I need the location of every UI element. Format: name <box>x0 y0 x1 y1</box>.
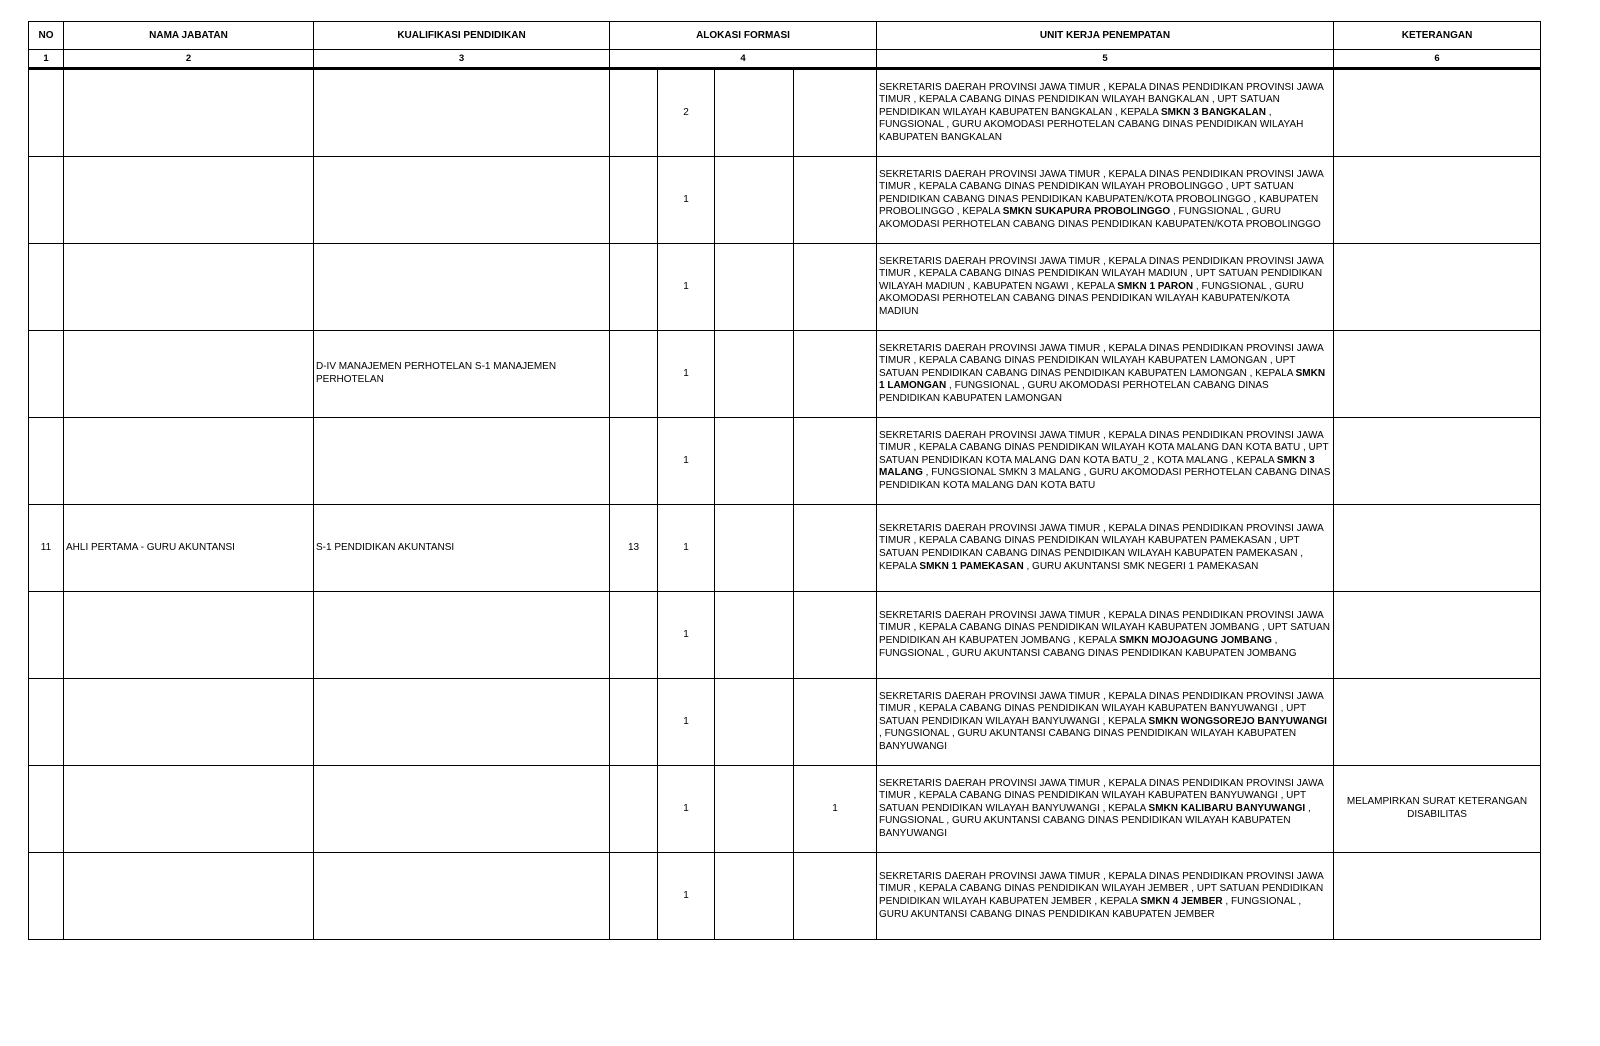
cell-no <box>29 69 64 157</box>
table-row <box>29 766 1541 853</box>
unit-text: , FUNGSIONAL , GURU AKOMODASI PERHOTELAN CABANG DINAS PENDIDIKAN KABUPATEN/KOTA PROBOLINGGO <box>879 206 1321 230</box>
cell-alokasi-2 <box>715 157 794 244</box>
cell-kualifikasi <box>314 69 610 157</box>
cell-alokasi-total <box>610 418 658 505</box>
unit-school-name: SMKN 1 PARON <box>1117 280 1194 292</box>
unit-school-name: SMKN 4 JEMBER <box>1140 896 1223 907</box>
cell-keterangan <box>1334 853 1541 940</box>
header-alokasi: ALOKASI FORMASI <box>610 22 877 50</box>
unit-school-name: SMKN MOJOAGUNG JOMBANG <box>1119 635 1272 646</box>
cell-nama-jabatan <box>64 766 314 853</box>
table-body <box>29 69 1541 940</box>
cell-no <box>29 853 64 940</box>
unit-text: SEKRETARIS DAERAH PROVINSI JAWA TIMUR , KEPALA DINAS PENDIDIKAN PROVINSI JAWA TIMUR , KEPALA CABANG DINAS PENDIDIKAN WILAYAH KABUPATEN BANYUWANGI , UPT SATUAN PENDIDIKAN WILAYAH BANYUWANGI , KEPALA <box>879 777 1324 814</box>
cell-alokasi-3: 1 <box>794 766 877 853</box>
table-row <box>29 331 1541 418</box>
cell-keterangan: MELAMPIRKAN SURAT KETERANGAN DISABILITAS <box>1334 766 1541 853</box>
column-number: 3 <box>314 50 610 69</box>
table-row <box>29 244 1541 331</box>
cell-keterangan <box>1334 331 1541 418</box>
cell-alokasi-total <box>610 244 658 331</box>
cell-unit-kerja <box>877 244 1334 331</box>
table-row <box>29 679 1541 766</box>
cell-kualifikasi <box>314 418 610 505</box>
unit-text: , FUNGSIONAL , GURU AKOMODASI PERHOTELAN CABANG DINAS PENDIDIKAN KABUPATEN LAMONGAN <box>879 380 1269 404</box>
unit-text: , FUNGSIONAL , GURU AKUNTANSI CABANG DINAS PENDIDIKAN KABUPATEN JEMBER <box>879 896 1302 920</box>
cell-unit-kerja <box>877 505 1334 592</box>
cell-unit-kerja <box>877 592 1334 679</box>
cell-alokasi-1: 1 <box>658 418 715 505</box>
unit-text: SEKRETARIS DAERAH PROVINSI JAWA TIMUR , KEPALA DINAS PENDIDIKAN PROVINSI JAWA TIMUR , KEPALA CABANG DINAS PENDIDIKAN WILAYAH KABUPATEN JOMBANG , UPT SATUAN PENDIDIKAN AH KABUPATEN JOMBANG , KEPALA <box>879 609 1331 646</box>
unit-text: , GURU AKUNTANSI SMK NEGERI 1 PAMEKASAN <box>1023 560 1259 572</box>
cell-kualifikasi <box>314 766 610 853</box>
column-number: 2 <box>64 50 314 69</box>
unit-text: SEKRETARIS DAERAH PROVINSI JAWA TIMUR , KEPALA DINAS PENDIDIKAN PROVINSI JAWA TIMUR , KEPALA CABANG DINAS PENDIDIKAN WILAYAH JEMBER , UPT SATUAN PENDIDIKAN PENDIDIKAN WILAYAH KABUPATEN JEMBER , KEPALA <box>879 870 1324 907</box>
cell-nama-jabatan <box>64 157 314 244</box>
cell-keterangan <box>1334 418 1541 505</box>
table-row <box>29 592 1541 679</box>
table-row <box>29 418 1541 505</box>
cell-no <box>29 592 64 679</box>
cell-alokasi-3 <box>794 679 877 766</box>
cell-unit-kerja <box>877 69 1334 157</box>
header-nama-jabatan: NAMA JABATAN <box>64 22 314 50</box>
cell-alokasi-3 <box>794 69 877 157</box>
cell-alokasi-1: 1 <box>658 766 715 853</box>
cell-alokasi-2 <box>715 679 794 766</box>
cell-keterangan <box>1334 244 1541 331</box>
cell-nama-jabatan <box>64 244 314 331</box>
unit-text: SEKRETARIS DAERAH PROVINSI JAWA TIMUR , KEPALA DINAS PENDIDIKAN PROVINSI JAWA TIMUR , KEPALA CABANG DINAS PENDIDIKAN WILAYAH PROBOLINGGO , UPT SATUAN PENDIDIKAN CABANG DINAS PENDIDIKAN KABUPATEN/KOTA PROBOLINGGO , KABUPATEN PROBOLINGGO , KEPALA <box>879 168 1324 218</box>
cell-alokasi-total <box>610 679 658 766</box>
cell-alokasi-2 <box>715 766 794 853</box>
unit-text: SEKRETARIS DAERAH PROVINSI JAWA TIMUR , KEPALA DINAS PENDIDIKAN PROVINSI JAWA TIMUR , KEPALA CABANG DINAS PENDIDIKAN WILAYAH KABUPATEN PAMEKASAN , UPT SATUAN PENDIDIKAN CABANG DINAS PENDIDIKAN WILAYAH KABUPATEN PAMEKASAN , KEPALA <box>879 522 1324 572</box>
header-kualifikasi: KUALIFIKASI PENDIDIKAN <box>314 22 610 50</box>
cell-nama-jabatan <box>64 679 314 766</box>
unit-school-name: SMKN 3 BANGKALAN <box>1160 106 1266 118</box>
cell-kualifikasi: S-1 PENDIDIKAN AKUNTANSI <box>314 505 610 592</box>
cell-alokasi-total <box>610 157 658 244</box>
cell-kualifikasi <box>314 157 610 244</box>
cell-alokasi-1: 1 <box>658 592 715 679</box>
cell-alokasi-1: 1 <box>658 853 715 940</box>
unit-school-name: SMKN 1 LAMONGAN <box>879 367 1326 392</box>
cell-nama-jabatan <box>64 592 314 679</box>
cell-no <box>29 244 64 331</box>
cell-alokasi-3 <box>794 592 877 679</box>
cell-kualifikasi <box>314 244 610 331</box>
column-number-row <box>29 50 1541 69</box>
cell-nama-jabatan <box>64 418 314 505</box>
unit-text: , FUNGSIONAL , GURU AKUNTANSI CABANG DINAS PENDIDIKAN KABUPATEN JOMBANG <box>879 635 1297 659</box>
unit-text: SEKRETARIS DAERAH PROVINSI JAWA TIMUR , KEPALA DINAS PENDIDIKAN PROVINSI JAWA TIMUR , KEPALA CABANG DINAS PENDIDIKAN WILAYAH KOTA MALANG DAN KOTA BATU , UPT SATUAN PENDIDIKAN KOTA MALANG DAN KOTA BATU_2 , KOTA MALANG , KEPALA <box>879 429 1329 466</box>
header-keterangan: KETERANGAN <box>1334 22 1541 50</box>
cell-alokasi-3 <box>794 331 877 418</box>
cell-alokasi-3 <box>794 418 877 505</box>
cell-alokasi-2 <box>715 69 794 157</box>
unit-school-name: SMKN 3 MALANG <box>879 454 1315 479</box>
table-row <box>29 69 1541 157</box>
cell-keterangan <box>1334 69 1541 157</box>
cell-no <box>29 679 64 766</box>
cell-keterangan <box>1334 157 1541 244</box>
cell-alokasi-3 <box>794 157 877 244</box>
unit-school-name: SMKN KALIBARU BANYUWANGI <box>1148 802 1306 814</box>
cell-alokasi-1: 1 <box>658 157 715 244</box>
cell-alokasi-total <box>610 69 658 157</box>
cell-nama-jabatan: AHLI PERTAMA - GURU AKUNTANSI <box>64 505 314 592</box>
unit-text: , FUNGSIONAL , GURU AKOMODASI PERHOTELAN CABANG DINAS PENDIDIKAN WILAYAH KABUPATEN BANGKALAN <box>879 106 1304 143</box>
unit-school-name: SMKN WONGSOREJO BANYUWANGI <box>1148 715 1327 727</box>
column-number: 6 <box>1334 50 1541 69</box>
unit-text: SEKRETARIS DAERAH PROVINSI JAWA TIMUR , KEPALA DINAS PENDIDIKAN PROVINSI JAWA TIMUR , KEPALA CABANG DINAS PENDIDIKAN WILAYAH KABUPATEN BANYUWANGI , UPT SATUAN PENDIDIKAN WILAYAH BANYUWANGI , KEPALA <box>879 690 1324 727</box>
column-number: 5 <box>877 50 1334 69</box>
header-unit-kerja: UNIT KERJA PENEMPATAN <box>877 22 1334 50</box>
header-row <box>29 22 1541 50</box>
cell-alokasi-total <box>610 853 658 940</box>
cell-unit-kerja <box>877 853 1334 940</box>
cell-unit-kerja <box>877 766 1334 853</box>
cell-no: 11 <box>29 505 64 592</box>
cell-unit-kerja <box>877 157 1334 244</box>
cell-unit-kerja <box>877 331 1334 418</box>
cell-nama-jabatan <box>64 853 314 940</box>
unit-text: , FUNGSIONAL SMKN 3 MALANG , GURU AKOMODASI PERHOTELAN CABANG DINAS PENDIDIKAN KOTA MALANG DAN KOTA BATU <box>879 467 1331 491</box>
cell-unit-kerja <box>877 679 1334 766</box>
table-row <box>29 157 1541 244</box>
table-row <box>29 853 1541 940</box>
cell-alokasi-2 <box>715 331 794 418</box>
cell-alokasi-total <box>610 592 658 679</box>
cell-alokasi-1: 1 <box>658 505 715 592</box>
cell-alokasi-2 <box>715 592 794 679</box>
cell-keterangan <box>1334 505 1541 592</box>
cell-keterangan <box>1334 679 1541 766</box>
cell-kualifikasi <box>314 853 610 940</box>
unit-text: , FUNGSIONAL , GURU AKUNTANSI CABANG DINAS PENDIDIKAN WILAYAH KABUPATEN BANYUWANGI <box>879 802 1311 839</box>
cell-kualifikasi: D-IV MANAJEMEN PERHOTELAN S-1 MANAJEMEN PERHOTELAN <box>314 331 610 418</box>
formasi-table <box>28 21 1541 940</box>
cell-alokasi-total <box>610 766 658 853</box>
cell-kualifikasi <box>314 679 610 766</box>
cell-alokasi-2 <box>715 244 794 331</box>
column-number: 1 <box>29 50 64 69</box>
cell-no <box>29 331 64 418</box>
cell-alokasi-1: 2 <box>658 69 715 157</box>
cell-alokasi-3 <box>794 244 877 331</box>
cell-keterangan <box>1334 592 1541 679</box>
cell-unit-kerja <box>877 418 1334 505</box>
cell-alokasi-3 <box>794 505 877 592</box>
cell-nama-jabatan <box>64 69 314 157</box>
unit-text: , FUNGSIONAL , GURU AKOMODASI PERHOTELAN CABANG DINAS PENDIDIKAN WILAYAH KABUPATEN/KOTA MADIUN <box>879 280 1304 317</box>
cell-alokasi-2 <box>715 853 794 940</box>
cell-alokasi-3 <box>794 853 877 940</box>
unit-school-name: SMKN 1 PAMEKASAN <box>919 560 1024 572</box>
header-no: NO <box>29 22 64 50</box>
unit-text: SEKRETARIS DAERAH PROVINSI JAWA TIMUR , KEPALA DINAS PENDIDIKAN PROVINSI JAWA TIMUR , KEPALA CABANG DINAS PENDIDIKAN WILAYAH MADIUN , UPT SATUAN PENDIDIKAN WILAYAH MADIUN , KABUPATEN NGAWI , KEPALA <box>879 255 1324 292</box>
cell-kualifikasi <box>314 592 610 679</box>
column-number: 4 <box>610 50 877 69</box>
cell-alokasi-total: 13 <box>610 505 658 592</box>
unit-text: , FUNGSIONAL , GURU AKUNTANSI CABANG DINAS PENDIDIKAN WILAYAH KABUPATEN BANYUWANGI <box>879 728 1297 752</box>
cell-no <box>29 157 64 244</box>
cell-no <box>29 418 64 505</box>
table-row <box>29 505 1541 592</box>
cell-alokasi-total <box>610 331 658 418</box>
cell-alokasi-1: 1 <box>658 331 715 418</box>
unit-school-name: SMKN SUKAPURA PROBOLINGGO <box>1002 206 1171 218</box>
cell-no <box>29 766 64 853</box>
cell-alokasi-1: 1 <box>658 679 715 766</box>
cell-alokasi-1: 1 <box>658 244 715 331</box>
cell-alokasi-2 <box>715 418 794 505</box>
cell-nama-jabatan <box>64 331 314 418</box>
unit-text: SEKRETARIS DAERAH PROVINSI JAWA TIMUR , KEPALA DINAS PENDIDIKAN PROVINSI JAWA TIMUR , KEPALA CABANG DINAS PENDIDIKAN WILAYAH BANGKALAN , UPT SATUAN PENDIDIKAN WILAYAH KABUPATEN BANGKALAN , KEPALA <box>879 81 1324 118</box>
cell-alokasi-2 <box>715 505 794 592</box>
unit-text: SEKRETARIS DAERAH PROVINSI JAWA TIMUR , KEPALA DINAS PENDIDIKAN PROVINSI JAWA TIMUR , KEPALA CABANG DINAS PENDIDIKAN WILAYAH KABUPATEN LAMONGAN , UPT SATUAN PENDIDIKAN CABANG DINAS PENDIDIKAN KABUPATEN LAMONGAN , KEPALA <box>879 342 1324 379</box>
